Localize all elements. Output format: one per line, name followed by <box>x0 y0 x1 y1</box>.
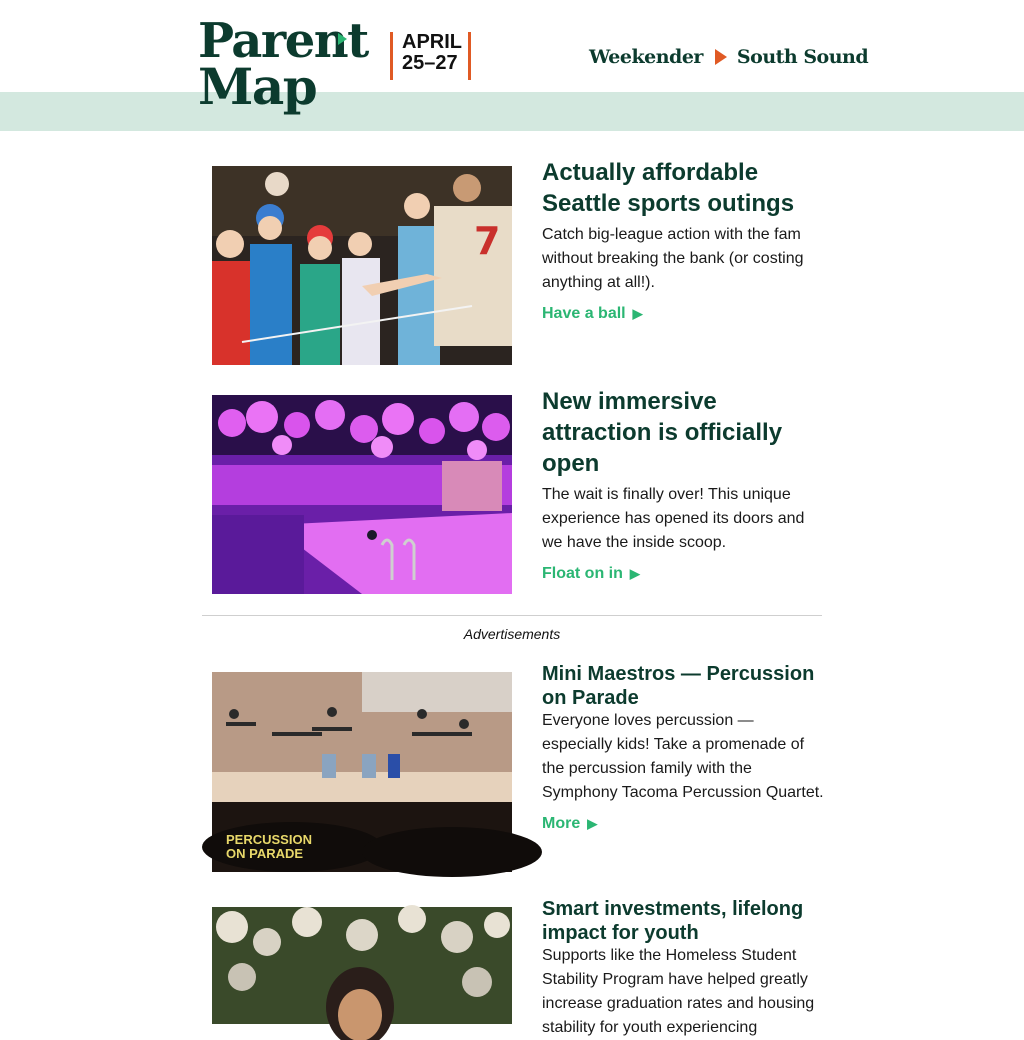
more-link[interactable] <box>542 815 597 833</box>
edition-name: Weekender <box>589 46 703 68</box>
issue-date-month: APRIL <box>402 31 462 53</box>
article-image-immersive[interactable] <box>212 395 512 594</box>
ad-image-youth[interactable] <box>212 907 512 1024</box>
issue-date-days: 25–27 <box>402 52 458 74</box>
have-a-ball-link[interactable] <box>542 305 643 323</box>
kids-soccer-photo-icon <box>212 166 512 365</box>
edition-label <box>589 44 868 70</box>
advertisements-label: Advertisements <box>463 626 561 642</box>
article-description: Catch big-league action with the fam without breaking the bank (or costing anything at all!). <box>542 226 804 291</box>
ad-text <box>542 662 824 833</box>
ad-description: Supports like the Homeless Student Stability Program have helped greatly increase graduation rates and housing stability for youth experiencing <box>542 947 815 1036</box>
article-description: The wait is finally over! This unique experience has opened its doors and we have the inside scoop. <box>542 486 805 551</box>
article-image-sports[interactable] <box>212 166 512 365</box>
percussion-caption-line1: PERCUSSION <box>226 832 312 847</box>
article-title[interactable]: New immersive attraction is officially open <box>542 388 783 477</box>
percussion-concert-photo-icon <box>212 672 512 872</box>
issue-date <box>390 32 471 80</box>
play-arrow-icon: ▶ <box>632 306 643 321</box>
cta-label: Float on in <box>542 565 623 582</box>
logo-play-icon <box>338 33 347 45</box>
cta-label: Have a ball <box>542 305 626 322</box>
parentmap-logo[interactable] <box>198 13 368 116</box>
play-arrow-icon: ▶ <box>629 566 640 581</box>
ad-title[interactable]: Mini Maestros — Percussion on Parade <box>542 663 815 709</box>
edition-arrow-icon <box>715 49 727 65</box>
svg-text:7: 7 <box>474 219 501 263</box>
section-divider <box>202 615 822 616</box>
logo-word-parent: Parent <box>198 13 368 69</box>
article-text <box>542 386 824 583</box>
logo-word-map: Map <box>198 57 317 116</box>
header-band <box>0 92 1024 131</box>
ad-title[interactable]: Smart investments, lifelong impact for youth <box>542 898 804 944</box>
woman-flowering-tree-photo-icon <box>212 907 512 1024</box>
cta-label: More <box>542 815 581 832</box>
ad-image-percussion[interactable] <box>212 672 512 871</box>
percussion-caption-line2: ON PARADE <box>226 846 304 861</box>
article-text <box>542 157 824 323</box>
article-title[interactable]: Actually affordable Seattle sports outings <box>542 159 795 217</box>
ad-text <box>542 897 824 1040</box>
float-on-in-link[interactable] <box>542 565 640 583</box>
immersive-attraction-photo-icon <box>212 395 512 594</box>
play-arrow-icon: ▶ <box>587 816 598 831</box>
edition-region: South Sound <box>736 46 869 68</box>
ad-description: Everyone loves percussion — especially kids! Take a promenade of the percussion family with the Symphony Tacoma Percussion Quartet. <box>542 712 824 801</box>
